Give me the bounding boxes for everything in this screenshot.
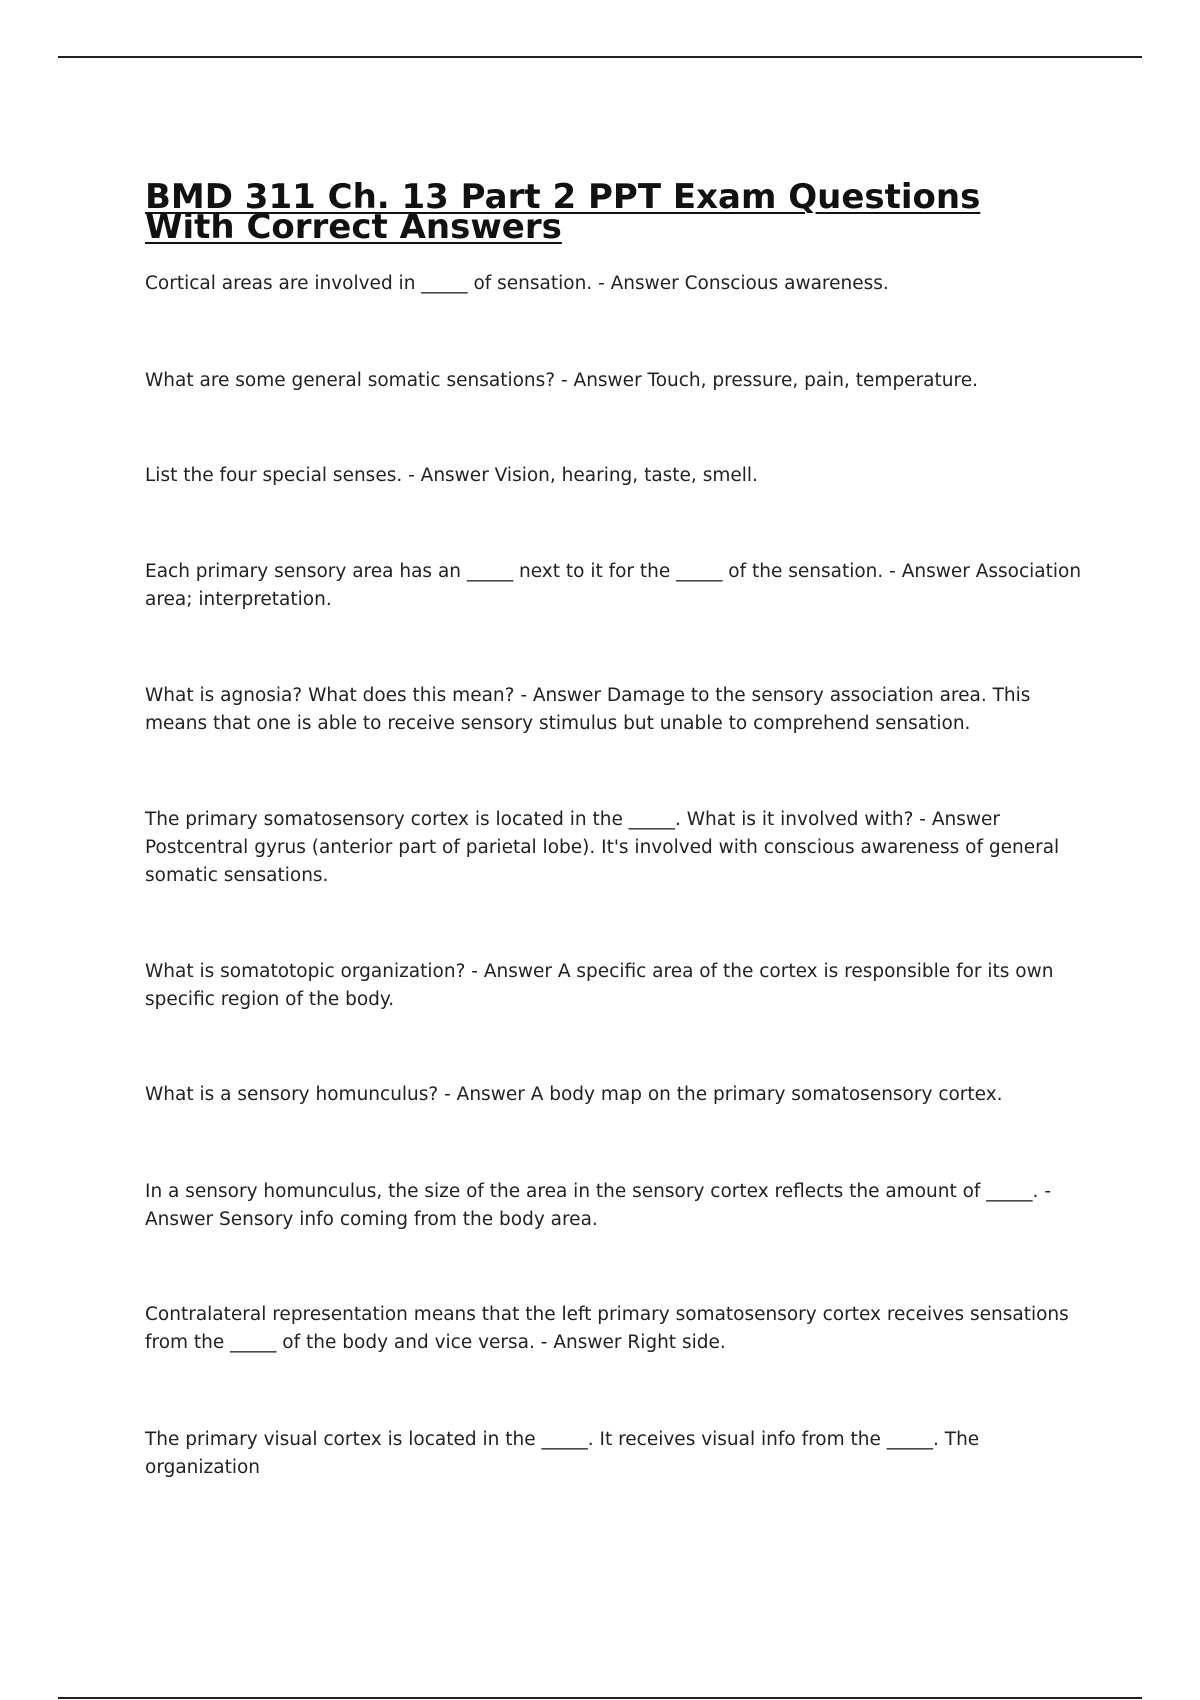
top-divider <box>58 56 1142 58</box>
qa-item-8: What is a sensory homunculus? - Answer A body map on the primary somatosensory cortex. <box>145 1084 1003 1105</box>
qa-item-4: Each primary sensory area has an _____ next to it for the _____ of the sensation. - Answer Association area; interpretation. <box>145 561 1082 610</box>
qa-item-2: What are some general somatic sensations? - Answer Touch, pressure, pain, temperature. <box>145 370 978 391</box>
qa-item-3: List the four special senses. - Answer Vision, hearing, taste, smell. <box>145 465 758 486</box>
qa-item-9: In a sensory homunculus, the size of the area in the sensory cortex reflects the amount of _____. - Answer Sensory info coming from the body area. <box>145 1181 1051 1230</box>
qa-item-5: What is agnosia? What does this mean? - Answer Damage to the sensory association area. This means that one is able to receive sensory stimulus but unable to comprehend sensation. <box>145 685 1031 734</box>
bottom-divider <box>58 1697 1142 1699</box>
qa-item-1: Cortical areas are involved in _____ of sensation. - Answer Conscious awareness. <box>145 273 889 294</box>
qa-item-6: The primary somatosensory cortex is located in the _____. What is it involved with? - Answer Postcentral gyrus (anterior part of parietal lobe). It's involved with conscious awareness of general somatic sensations. <box>145 809 1060 886</box>
qa-item-7: What is somatotopic organization? - Answer A specific area of the cortex is responsible for its own specific region of the body. <box>145 961 1054 1010</box>
qa-item-11: The primary visual cortex is located in the _____. It receives visual info from the _____. The organization <box>145 1429 980 1478</box>
qa-item-10: Contralateral representation means that the left primary somatosensory cortex receives sensations from the _____ of the body and vice versa. - Answer Right side. <box>145 1304 1069 1353</box>
document-title: BMD 311 Ch. 13 Part 2 PPT Exam Questions With Correct Answers <box>145 177 981 247</box>
